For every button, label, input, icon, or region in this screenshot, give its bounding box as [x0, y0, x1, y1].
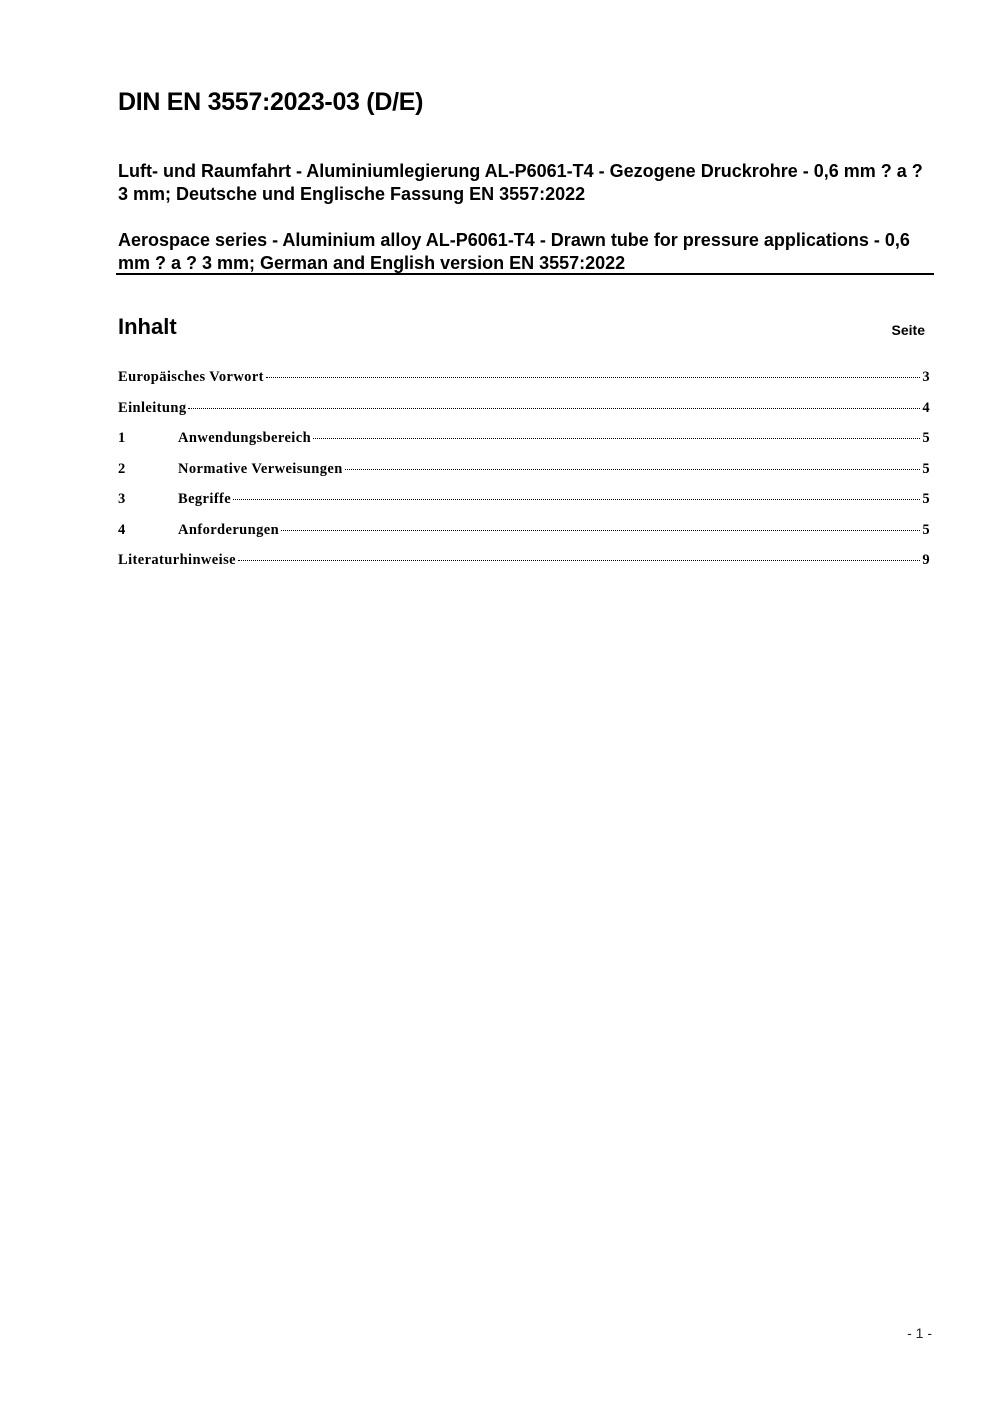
document-title: DIN EN 3557:2023-03 (D/E) — [118, 88, 424, 116]
toc-entry-europaeisches-vorwort[interactable] — [118, 369, 930, 400]
toc-entry-anforderungen[interactable] — [118, 522, 930, 553]
toc-entry-normative-verweisungen[interactable] — [118, 461, 930, 492]
toc-entry-page: 5 — [922, 521, 930, 538]
toc-dot-leader — [345, 469, 921, 470]
toc-dot-leader — [233, 499, 920, 500]
toc-entry-label: Normative Verweisungen — [178, 460, 343, 477]
toc-entry-anwendungsbereich[interactable] — [118, 430, 930, 461]
toc-entry-label: Literaturhinweise — [118, 552, 236, 568]
toc-entry-number: 1 — [118, 430, 126, 446]
toc-entry-einleitung[interactable] — [118, 400, 930, 431]
toc-entry-page: 9 — [922, 552, 930, 568]
toc-entry-page: 4 — [922, 399, 930, 416]
toc-heading: Inhalt — [118, 314, 177, 339]
toc-dot-leader — [266, 377, 920, 378]
toc-entry-number: 4 — [118, 521, 126, 538]
toc-entry-literaturhinweise[interactable] — [118, 552, 930, 583]
toc-entry-label: Anwendungsbereich — [178, 430, 312, 446]
toc-dot-leader — [188, 408, 920, 409]
toc-entry-label: Begriffe — [178, 491, 232, 507]
toc-entry-page: 5 — [922, 430, 930, 446]
page-number: - 1 - — [907, 1325, 932, 1341]
toc-dot-leader — [281, 530, 920, 531]
toc-entry-page: 5 — [922, 491, 930, 507]
table-of-contents — [118, 369, 930, 583]
header-divider — [116, 273, 934, 275]
toc-entry-begriffe[interactable] — [118, 491, 930, 522]
toc-entry-label: Anforderungen — [178, 521, 280, 538]
toc-entry-number: 3 — [118, 491, 126, 507]
subtitle-english: Aerospace series - Aluminium alloy AL-P6061-T4 - Drawn tube for pressure applications - 0,6 mm ? a ? 3 mm; German and English version EN 3557:2022 — [118, 230, 910, 273]
toc-entry-page: 3 — [922, 369, 930, 385]
toc-dot-leader — [238, 560, 920, 561]
toc-entry-label: Einleitung — [118, 399, 187, 416]
toc-page-column-heading: Seite — [891, 322, 925, 338]
subtitle-german: Luft- und Raumfahrt - Aluminiumlegierung AL-P6061-T4 - Gezogene Druckrohre - 0,6 mm ? a ? 3 mm; Deutsche und Englische Fassung EN 3557:2022 — [118, 161, 923, 204]
toc-entry-number: 2 — [118, 460, 126, 477]
toc-dot-leader — [313, 438, 920, 439]
toc-entry-page: 5 — [922, 460, 930, 477]
toc-entry-label: Europäisches Vorwort — [118, 369, 264, 385]
